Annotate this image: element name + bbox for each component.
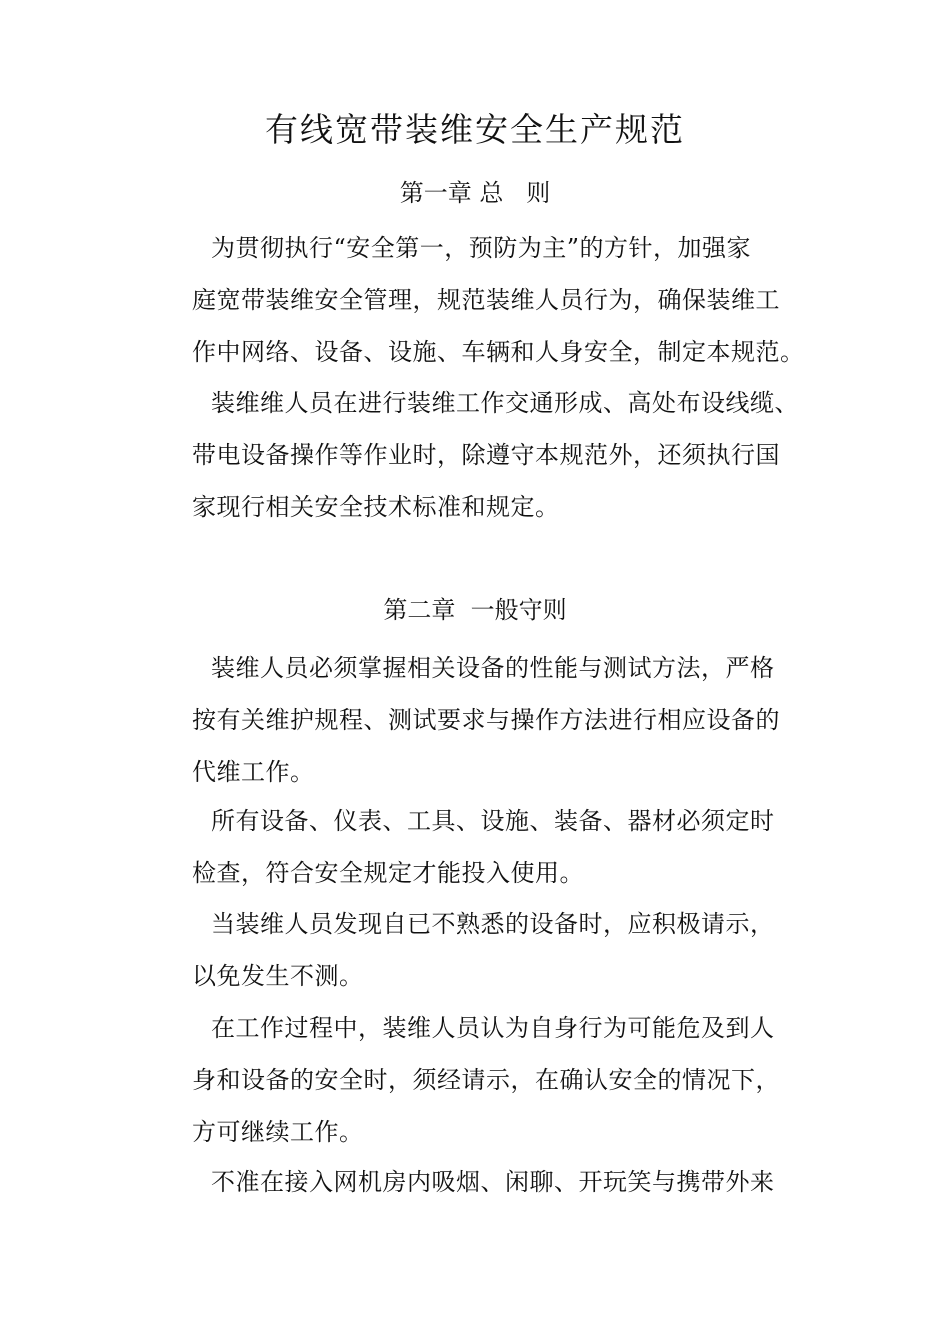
paragraph-line: 以免发生不测。 <box>192 962 364 990</box>
paragraph-line: 装维人员必须掌握相关设备的性能与测试方法，严格 <box>211 654 775 682</box>
paragraph-line: 检查，符合安全规定才能投入使用。 <box>192 859 584 887</box>
chapter-2-paragraph-4 <box>192 1002 812 1158</box>
paragraph-line: 作中网络、设备、设施、车辆和人身安全，制定本规范。 <box>192 338 805 366</box>
paragraph-line: 按有关维护规程、测试要求与操作方法进行相应设备的 <box>192 706 780 734</box>
chapter-1-heading: 第一章 总 则 <box>399 179 551 207</box>
chapter-2-paragraph-3 <box>192 898 812 1002</box>
paragraph-line: 所有设备、仪表、工具、设施、装备、器材必须定时 <box>211 807 775 835</box>
chapter-1-paragraph-1 <box>192 222 812 378</box>
chapter-1-paragraph-2 <box>192 377 812 533</box>
paragraph-line: 为贯彻执行“安全第一，预防为主”的方针，加强家 <box>211 234 752 262</box>
chapter-2-paragraph-2 <box>192 795 812 899</box>
chapter-2-paragraph-1 <box>192 642 812 798</box>
document-title: 有线宽带装维安全生产规范 <box>265 110 685 149</box>
paragraph-line: 方可继续工作。 <box>192 1118 364 1146</box>
paragraph-line: 家现行相关安全技术标准和规定。 <box>192 493 560 521</box>
paragraph-line: 代维工作。 <box>192 758 315 786</box>
chapter-2-heading: 第二章 一般守则 <box>383 596 567 624</box>
paragraph-line: 身和设备的安全时，须经请示，在确认安全的情况下， <box>192 1066 780 1094</box>
paragraph-line: 装维维人员在进行装维工作交通形成、高处布设线缆、 <box>211 389 799 417</box>
paragraph-line: 不准在接入网机房内吸烟、闲聊、开玩笑与携带外来 <box>211 1168 775 1196</box>
paragraph-line: 在工作过程中，装维人员认为自身行为可能危及到人 <box>211 1014 775 1042</box>
chapter-2-paragraph-5 <box>192 1156 812 1208</box>
paragraph-line: 带电设备操作等作业时，除遵守本规范外，还须执行国 <box>192 441 780 469</box>
paragraph-line: 当装维人员发现自已不熟悉的设备时，应积极请示， <box>211 910 775 938</box>
paragraph-line: 庭宽带装维安全管理，规范装维人员行为，确保装维工 <box>192 286 780 314</box>
